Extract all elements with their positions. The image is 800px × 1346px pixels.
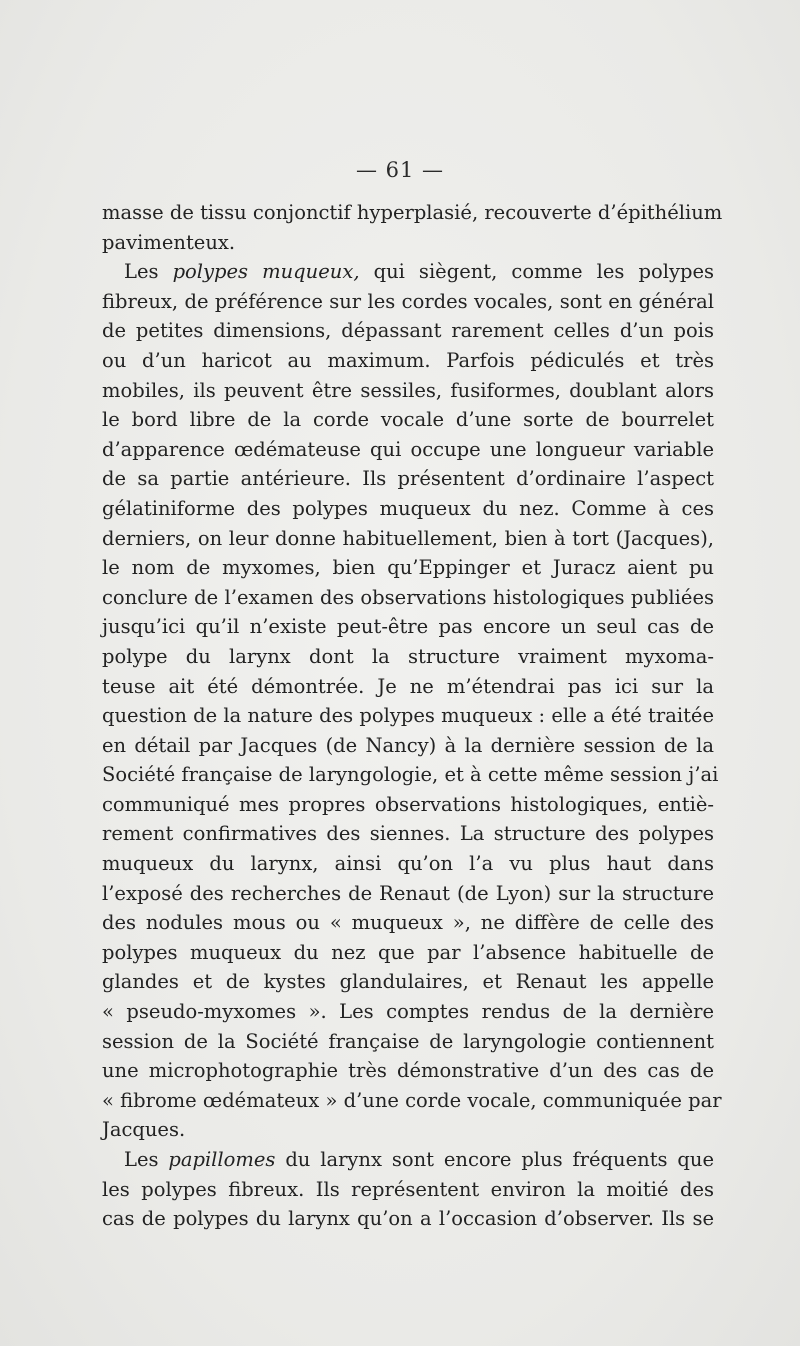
text-line bbox=[102, 1145, 714, 1175]
text-line bbox=[102, 672, 714, 702]
text-segment: le bord libre de la corde vocale d’une sorte de bourrelet bbox=[102, 408, 714, 432]
text-line bbox=[102, 997, 714, 1027]
text-line bbox=[102, 553, 714, 583]
text-segment: communiqué mes propres observations histologiques, entiè- bbox=[102, 792, 714, 816]
text-segment: des nodules mous ou « muqueux », ne diffère de celle des bbox=[102, 911, 714, 935]
text-segment: derniers, on leur donne habituellement, bien à tort (Jacques), bbox=[102, 526, 714, 550]
text-segment: cas de polypes du larynx qu’on a l’occasion d’observer. Ils se bbox=[102, 1207, 714, 1231]
text-line bbox=[102, 879, 714, 909]
text-line bbox=[102, 819, 714, 849]
text-segment: polypes muqueux du nez que par l’absence habituelle de bbox=[102, 940, 714, 964]
text-line bbox=[102, 1027, 714, 1057]
text-segment: les polypes fibreux. Ils représentent environ la moitié des bbox=[102, 1177, 714, 1201]
text-segment: muqueux du larynx, ainsi qu’on l’a vu plus haut dans bbox=[102, 852, 714, 876]
text-line bbox=[102, 435, 714, 465]
text-segment: de petites dimensions, dépassant rarement celles d’un pois bbox=[102, 319, 714, 343]
text-segment: Jacques. bbox=[102, 1118, 186, 1142]
text-segment: teuse ait été démontrée. Je ne m’étendrai pas ici sur la bbox=[102, 674, 714, 698]
text-line bbox=[102, 198, 723, 228]
text-segment: jusqu’ici qu’il n’existe peut-être pas encore un seul cas de bbox=[102, 615, 714, 639]
text-segment: ou d’un haricot au maximum. Parfois pédiculés et très bbox=[102, 348, 714, 372]
text-segment: « fibrome œdémateux » d’une corde vocale, communiquée par bbox=[102, 1088, 722, 1112]
text-line bbox=[102, 1086, 722, 1116]
italic-term: polypes muqueux, bbox=[172, 260, 360, 284]
text-segment: polype du larynx dont la structure vraiment myxoma- bbox=[102, 644, 714, 668]
text-line bbox=[102, 731, 714, 761]
text-line bbox=[102, 405, 714, 435]
text-segment: du larynx sont encore plus fréquents que bbox=[275, 1148, 714, 1171]
text-segment: le nom de myxomes, bien qu’Eppinger et Juracz aient pu bbox=[102, 556, 714, 580]
text-segment: une microphotographie très démonstrative d’un des cas de bbox=[102, 1059, 714, 1083]
text-segment: Société française de laryngologie, et à cette même session j’ai bbox=[102, 763, 719, 787]
text-line bbox=[102, 583, 714, 613]
text-segment: Les bbox=[124, 1148, 169, 1171]
text-segment: fibreux, de préférence sur les cordes vocales, sont en général bbox=[102, 289, 714, 313]
text-line bbox=[102, 316, 714, 346]
text-line bbox=[102, 790, 714, 820]
text-line bbox=[102, 257, 714, 287]
text-segment: l’exposé des recherches de Renaut (de Lyon) sur la structure bbox=[102, 881, 714, 905]
text-segment: session de la Société française de laryngologie contiennent bbox=[102, 1029, 714, 1053]
text-line bbox=[102, 346, 714, 376]
text-line bbox=[102, 287, 714, 317]
text-line bbox=[102, 1204, 714, 1234]
text-segment: de sa partie antérieure. Ils présentent d’ordinaire l’aspect bbox=[102, 467, 714, 491]
italic-term: papillomes bbox=[168, 1148, 276, 1171]
text-segment: en détail par Jacques (de Nancy) à la dernière session de la bbox=[102, 733, 714, 757]
text-line bbox=[102, 228, 714, 258]
text-segment: pavimenteux. bbox=[102, 230, 236, 254]
text-segment: rement confirmatives des siennes. La structure des polypes bbox=[102, 822, 714, 846]
text-segment: mobiles, ils peuvent être sessiles, fusiformes, doublant alors bbox=[102, 378, 714, 402]
text-segment: Les bbox=[124, 260, 173, 284]
body-text bbox=[102, 198, 723, 1234]
text-line bbox=[102, 494, 714, 524]
text-segment: « pseudo-myxomes ». Les comptes rendus de la dernière bbox=[102, 1000, 714, 1024]
text-line bbox=[102, 760, 719, 790]
text-segment: conclure de l’examen des observations histologiques publiées bbox=[102, 585, 714, 609]
text-line bbox=[102, 1056, 714, 1086]
text-segment: glandes et de kystes glandulaires, et Renaut les appelle bbox=[102, 970, 714, 994]
text-line bbox=[102, 376, 714, 406]
text-line bbox=[102, 938, 714, 968]
text-line bbox=[102, 642, 714, 672]
text-segment: d’apparence œdémateuse qui occupe une longueur variable bbox=[102, 437, 714, 461]
text-segment: question de la nature des polypes muqueux : elle a été traitée bbox=[102, 704, 714, 728]
text-line bbox=[102, 701, 714, 731]
text-line bbox=[102, 849, 714, 879]
text-segment: masse de tissu conjonctif hyperplasié, recouverte d’épithélium bbox=[102, 201, 723, 224]
text-line bbox=[102, 612, 714, 642]
text-line bbox=[102, 1175, 714, 1205]
text-line bbox=[102, 464, 714, 494]
page-number: — 61 — bbox=[355, 158, 445, 182]
text-line bbox=[102, 1115, 714, 1145]
text-segment: qui siègent, comme les polypes bbox=[359, 260, 714, 284]
text-line bbox=[102, 524, 714, 554]
text-line bbox=[102, 908, 714, 938]
text-line bbox=[102, 967, 714, 997]
text-segment: gélatiniforme des polypes muqueux du nez. Comme à ces bbox=[102, 496, 714, 520]
